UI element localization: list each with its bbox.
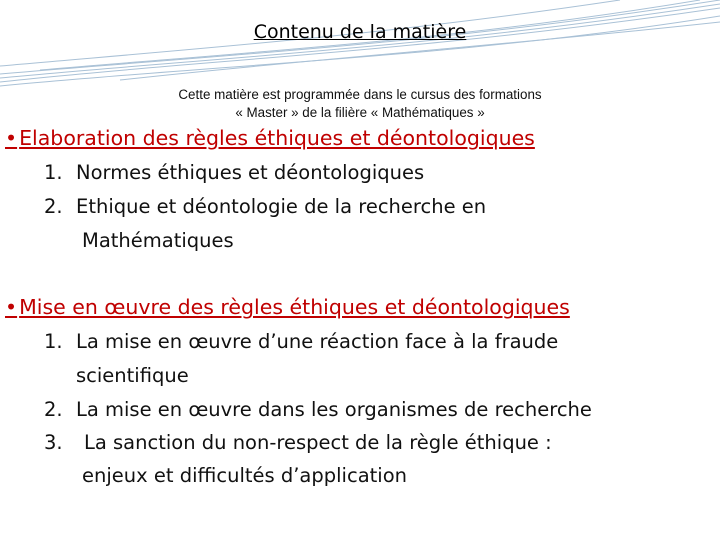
section-heading-text: Elaboration des règles éthiques et déontologiques [19, 126, 535, 150]
list-number: 2. [44, 195, 63, 218]
subtitle-line: Cette matière est programmée dans le cursus des formations [178, 87, 542, 102]
list-item [44, 330, 558, 353]
list-item-text: La mise en œuvre d’une réaction face à la fraude [76, 330, 559, 353]
list-item [44, 195, 486, 218]
subtitle [0, 86, 720, 122]
page-title: Contenu de la matière [253, 21, 467, 43]
subtitle-line: « Master » de la filière « Mathématiques » [235, 105, 485, 120]
list-number: 1. [44, 330, 63, 353]
list-item-text: Ethique et déontologie de la recherche en [76, 195, 487, 218]
list-item-continuation: Mathématiques [82, 229, 234, 252]
list-number: 2. [44, 398, 63, 421]
bullet-icon: • [5, 295, 18, 319]
list-item [44, 398, 592, 421]
section-heading-text: Mise en œuvre des règles éthiques et déontologiques [19, 295, 570, 319]
section-heading [5, 295, 570, 319]
list-item-continuation: scientifique [76, 364, 189, 387]
list-item [44, 431, 552, 454]
list-item [44, 161, 424, 184]
list-item-text: La sanction du non-respect de la règle éthique : [84, 431, 552, 454]
list-number: 3. [44, 431, 63, 454]
list-item-text: Normes éthiques et déontologiques [76, 161, 425, 184]
section-heading [5, 126, 535, 150]
list-item-text: La mise en œuvre dans les organismes de recherche [76, 398, 592, 421]
list-number: 1. [44, 161, 63, 184]
decorative-wave-lines [0, 0, 720, 90]
bullet-icon: • [5, 126, 18, 150]
list-item-continuation: enjeux et difficultés d’application [82, 464, 407, 487]
